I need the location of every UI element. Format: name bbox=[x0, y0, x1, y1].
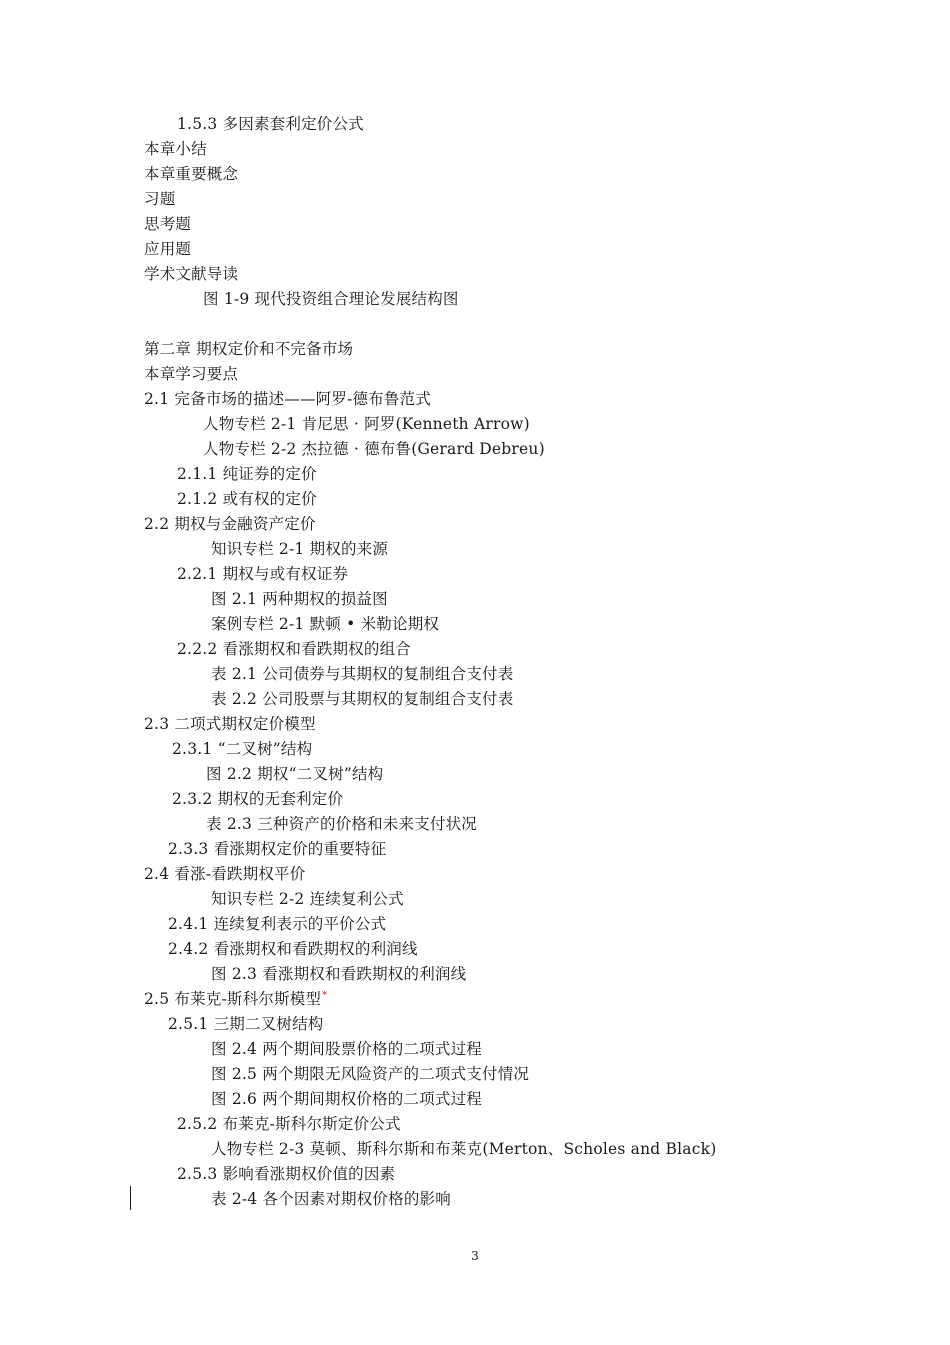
toc-entry-thinking-questions[interactable]: 思考题 bbox=[144, 215, 192, 233]
toc-entry-figure-2-6[interactable]: 图 2.6 两个期间期权价格的二项式过程 bbox=[211, 1090, 483, 1108]
toc-entry-case-2-1[interactable]: 案例专栏 2-1 默顿 • 米勒论期权 bbox=[211, 615, 440, 633]
toc-entry-table-2-4[interactable]: 表 2-4 各个因素对期权价格的影响 bbox=[211, 1190, 451, 1208]
page-number: 3 bbox=[471, 1249, 479, 1263]
toc-entry-2-4[interactable]: 2.4 看涨-看跌期权平价 bbox=[144, 865, 306, 883]
toc-entry-figure-2-2[interactable]: 图 2.2 期权“二叉树”结构 bbox=[206, 765, 384, 783]
toc-entry-2-5[interactable] bbox=[144, 989, 327, 1009]
toc-entry-literature-guide[interactable]: 学术文献导读 bbox=[144, 265, 239, 283]
toc-entry-2-5-3[interactable]: 2.5.3 影响看涨期权价值的因素 bbox=[177, 1165, 396, 1183]
toc-entry-exercises[interactable]: 习题 bbox=[144, 190, 176, 208]
toc-entry-2-4-2[interactable]: 2.4.2 看涨期权和看跌期权的利润线 bbox=[168, 940, 418, 958]
toc-entry-2-3-1[interactable]: 2.3.1 “二叉树”结构 bbox=[172, 740, 313, 758]
toc-entry-2-2-2[interactable]: 2.2.2 看涨期权和看跌期权的组合 bbox=[177, 640, 411, 658]
toc-entry-table-2-1[interactable]: 表 2.1 公司债券与其期权的复制组合支付表 bbox=[211, 665, 514, 683]
toc-entry-chapter-summary[interactable]: 本章小结 bbox=[144, 140, 207, 158]
toc-entry-learning-points[interactable]: 本章学习要点 bbox=[144, 365, 239, 383]
toc-entry-key-concepts[interactable]: 本章重要概念 bbox=[144, 165, 239, 183]
toc-entry-figure-2-4[interactable]: 图 2.4 两个期间股票价格的二项式过程 bbox=[211, 1040, 483, 1058]
toc-entry-person-2-2[interactable]: 人物专栏 2-2 杰拉德 · 德布鲁(Gerard Debreu) bbox=[203, 440, 545, 458]
toc-entry-2-1-1[interactable]: 2.1.1 纯证券的定价 bbox=[177, 465, 317, 483]
toc-entry-application-questions[interactable]: 应用题 bbox=[144, 240, 192, 258]
footnote-marker: * bbox=[322, 989, 328, 1001]
toc-entry-2-3[interactable]: 2.3 二项式期权定价模型 bbox=[144, 715, 316, 733]
toc-entry-2-1-2[interactable]: 2.1.2 或有权的定价 bbox=[177, 490, 317, 508]
toc-entry-figure-2-5[interactable]: 图 2.5 两个期限无风险资产的二项式支付情况 bbox=[211, 1065, 530, 1083]
toc-entry-2-1[interactable]: 2.1 完备市场的描述——阿罗-德布鲁范式 bbox=[144, 390, 432, 408]
toc-entry-1-5-3[interactable]: 1.5.3 多因素套利定价公式 bbox=[177, 115, 364, 133]
toc-entry-2-5-label: 2.5 布莱克-斯科尔斯模型 bbox=[144, 990, 322, 1008]
toc-entry-2-2[interactable]: 2.2 期权与金融资产定价 bbox=[144, 515, 316, 533]
toc-entry-knowledge-2-2[interactable]: 知识专栏 2-2 连续复利公式 bbox=[211, 890, 404, 908]
toc-entry-figure-1-9[interactable]: 图 1-9 现代投资组合理论发展结构图 bbox=[203, 290, 459, 308]
toc-entry-table-2-3[interactable]: 表 2.3 三种资产的价格和未来支付状况 bbox=[206, 815, 478, 833]
text-cursor bbox=[130, 1186, 131, 1210]
toc-entry-figure-2-1[interactable]: 图 2.1 两种期权的损益图 bbox=[211, 590, 388, 608]
toc-entry-2-5-2[interactable]: 2.5.2 布莱克-斯科尔斯定价公式 bbox=[177, 1115, 401, 1133]
toc-entry-figure-2-3[interactable]: 图 2.3 看涨期权和看跌期权的利润线 bbox=[211, 965, 467, 983]
toc-entry-2-5-1[interactable]: 2.5.1 三期二叉树结构 bbox=[168, 1015, 324, 1033]
toc-entry-chapter-2[interactable]: 第二章 期权定价和不完备市场 bbox=[144, 340, 354, 358]
toc-entry-person-2-3[interactable]: 人物专栏 2-3 莫顿、斯科尔斯和布莱克(Merton、Scholes and Black) bbox=[211, 1140, 717, 1158]
toc-entry-2-3-2[interactable]: 2.3.2 期权的无套利定价 bbox=[172, 790, 344, 808]
toc-entry-person-2-1[interactable]: 人物专栏 2-1 肯尼思 · 阿罗(Kenneth Arrow) bbox=[203, 415, 530, 433]
toc-entry-2-2-1[interactable]: 2.2.1 期权与或有权证券 bbox=[177, 565, 349, 583]
toc-entry-2-3-3[interactable]: 2.3.3 看涨期权定价的重要特征 bbox=[168, 840, 387, 858]
toc-entry-2-4-1[interactable]: 2.4.1 连续复利表示的平价公式 bbox=[168, 915, 387, 933]
toc-entry-knowledge-2-1[interactable]: 知识专栏 2-1 期权的来源 bbox=[211, 540, 389, 558]
toc-entry-table-2-2[interactable]: 表 2.2 公司股票与其期权的复制组合支付表 bbox=[211, 690, 514, 708]
